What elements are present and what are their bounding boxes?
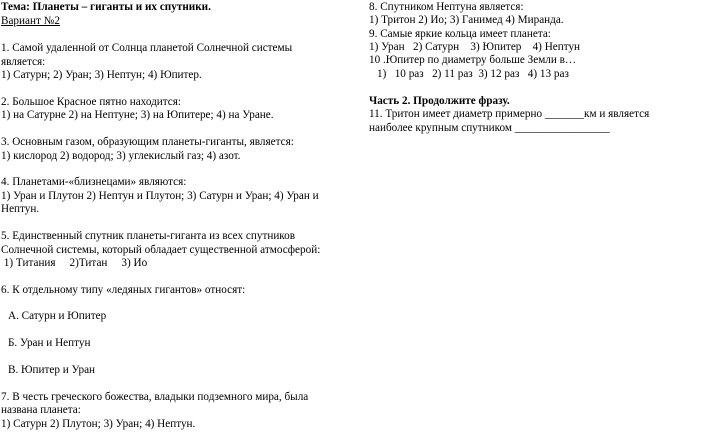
question-7-text: 7. В честь греческого божества, владыки подземного мира, была — [1, 391, 309, 403]
question-5-options: 1) Титания 2)Титан 3) Ио — [1, 257, 148, 269]
variant-label: Вариант №2 — [1, 15, 60, 27]
question-3-options: 1) кислород 2) водород; 3) углекислый газ; 4) азот. — [1, 150, 241, 162]
part-2-heading: Часть 2. Продолжите фразу. — [369, 95, 510, 107]
question-1-options: 1) Сатурн; 2) Уран; 3) Нептун; 4) Юпитер. — [1, 69, 202, 81]
question-4-options-cont: Нептун. — [1, 203, 40, 215]
question-9-options: 1) Уран 2) Сатурн 3) Юпитер 4) Нептун — [369, 41, 581, 53]
question-10-options: 1) 10 раз 2) 11 раз 3) 12 раз 4) 13 раз — [377, 68, 569, 80]
question-11-text-cont: наиболее крупным спутником _________________ — [369, 122, 610, 134]
page-title: Тема: Планеты – гиганты и их спутники. — [1, 1, 211, 13]
question-1-text: 1. Самой удаленной от Солнца планетой Солнечной системы — [1, 42, 293, 54]
question-6-option-b: Б. Уран и Нептун — [8, 337, 91, 349]
question-7-text-cont: названа планета: — [1, 404, 81, 416]
question-3-text: 3. Основным газом, образующим планеты-гиганты, является: — [1, 136, 294, 148]
question-9-text: 9. Самые яркие кольца имеет планета: — [369, 28, 551, 40]
question-4-options: 1) Уран и Плутон 2) Нептун и Плутон; 3) Сатурн и Уран; 4) Уран и — [1, 190, 319, 202]
question-6-text: 6. К отдельному типу «ледяных гигантов» относят: — [1, 284, 246, 296]
question-11-text: 11. Тритон имеет диаметр примерно _______км и является — [369, 108, 650, 120]
question-2-text: 2. Большое Красное пятно находится: — [1, 96, 182, 108]
question-5-text-cont: Солнечной системы, который обладает существенной атмосферой: — [1, 244, 321, 256]
question-7-options: 1) Сатурн 2) Плутон; 3) Уран; 4) Нептун. — [1, 418, 196, 430]
question-6-option-c: В. Юпитер и Уран — [8, 364, 96, 376]
question-5-text: 5. Единственный спутник планеты-гиганта из всех спутников — [1, 230, 296, 242]
question-8-options: 1) Тритон 2) Ио; 3) Ганимед 4) Миранда. — [369, 14, 564, 26]
question-10-text: 10 .Юпитер по диаметру больше Земли в… — [369, 54, 577, 66]
question-6-option-a: А. Сатурн и Юпитер — [8, 310, 107, 322]
question-2-options: 1) на Сатурне 2) на Нептуне; 3) на Юпитере; 4) на Уране. — [1, 109, 274, 121]
question-4-text: 4. Планетами-«близнецами» являются: — [1, 176, 187, 188]
question-8-text: 8. Спутником Нептуна является: — [369, 1, 524, 13]
question-1-text-cont: является: — [1, 56, 46, 68]
